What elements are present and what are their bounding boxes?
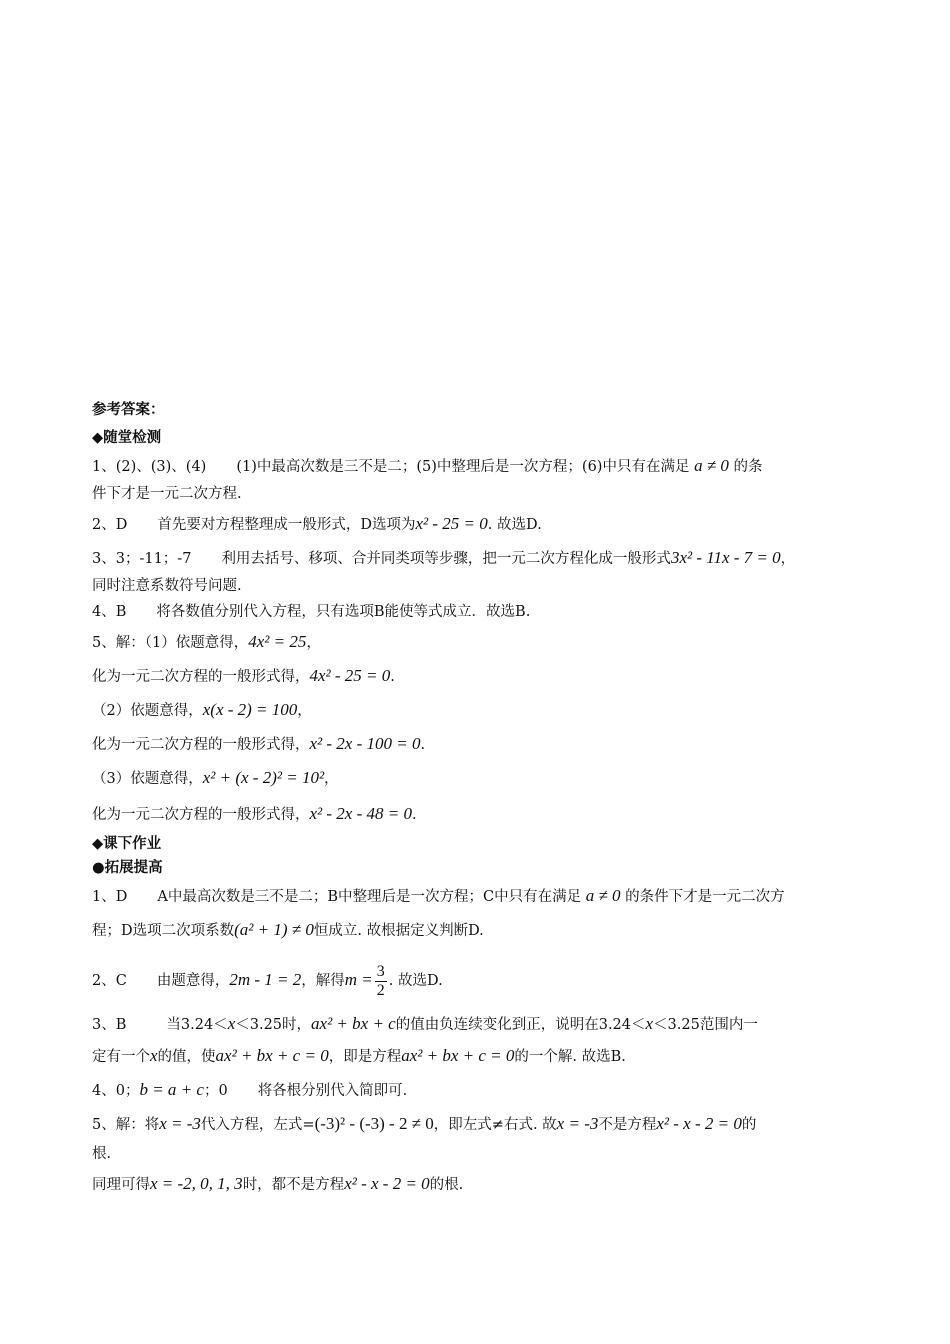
q5-l6-math: x² - 2x - 48 = 0: [309, 804, 412, 823]
q5-l1-text: 5、解：（1）依题意得，: [92, 635, 249, 651]
h3-num: 3、B: [92, 1017, 127, 1033]
q5-l4-text: 化为一元二次方程的一般形式得，: [92, 737, 310, 753]
h4-tail: 将各根分别代入简即可.: [257, 1083, 408, 1099]
q1-text: (1)中最高次数是三不是二；(5)中整理后是一次方程；(6)中只有在满足: [236, 459, 690, 475]
answer-header: 参考答案：: [92, 402, 165, 418]
q5-l5-math: x² + (x - 2)² = 10²: [202, 768, 325, 787]
h3-text3: 的值由负连续变化到正，说明在3.24＜: [395, 1017, 646, 1033]
h5-l3c: 的根.: [429, 1177, 464, 1193]
q5-line-2: [92, 666, 395, 687]
h3-text1: 当3.24＜: [166, 1017, 228, 1033]
q5-l1-tail: ，: [306, 635, 321, 651]
q5-l4-tail: .: [420, 737, 426, 753]
q3-cont: 同时注意系数符号问题.: [92, 578, 242, 594]
q5-l2-tail: .: [390, 669, 395, 685]
h5-m4: x² - x - 2 = 0: [656, 1114, 742, 1133]
q4-text: 将各数值分别代入方程，只有选项B能使等式成立．故选B.: [156, 604, 531, 620]
h3-x-2: x: [645, 1014, 654, 1033]
q4-line: [92, 602, 530, 622]
q3-line: [92, 548, 795, 569]
h2-line: [92, 960, 443, 1001]
q2-math: x² - 25 = 0: [415, 514, 488, 533]
h3-cont3: ，即是方程: [328, 1049, 402, 1065]
h4-math: b = a + c: [139, 1080, 204, 1099]
q5-line-4: [92, 734, 425, 755]
section-extension: ●拓展提高: [92, 860, 163, 876]
h3-math3: ax² + bx + c = 0: [401, 1046, 515, 1065]
h5-t4: 不是方程: [598, 1117, 657, 1133]
h4-text: ；0: [203, 1083, 228, 1099]
h2-fraction: [375, 963, 387, 1000]
q5-l4-math: x² - 2x - 100 = 0: [309, 734, 421, 753]
h5-t1: 5、解：将: [92, 1117, 160, 1133]
h2-var: m =: [344, 970, 373, 989]
h5-m1: x = -3: [159, 1114, 201, 1133]
h5-cont: 根.: [92, 1146, 112, 1162]
q5-l3-math: x(x - 2) = 100: [202, 700, 298, 719]
q1-num: 1、(2)、(3)、(4): [92, 459, 207, 475]
q5-line-1: [92, 632, 321, 653]
h3-text4: ＜3.25范围内一: [653, 1017, 758, 1033]
q2-tail: . 故选D.: [487, 517, 542, 533]
h3-line: [92, 1014, 758, 1035]
h1-num: 1、D: [92, 889, 128, 905]
h3-cont: [92, 1046, 626, 1067]
q3-num: 3、3；-11；-7: [92, 551, 192, 567]
h2-tail: . 故选D.: [388, 973, 443, 989]
h5-t2: 代入方程，左式=: [200, 1117, 315, 1133]
h2-text: 由题意得，: [156, 973, 230, 989]
h3-x: x: [227, 1014, 236, 1033]
q5-l5-text: （3）依题意得，: [92, 771, 203, 787]
h2-mid: ，解得: [301, 973, 345, 989]
section-classroom-check: ◆随堂检测: [92, 430, 162, 446]
q2-line: [92, 514, 542, 535]
q5-l6-tail: .: [411, 807, 417, 823]
h3-text2: ＜3.25时，: [235, 1017, 312, 1033]
h1-line: [92, 886, 785, 907]
h2-frac-num: 3: [376, 962, 385, 980]
h5-t5: 的: [741, 1117, 757, 1133]
q3-tail: ，: [780, 551, 796, 567]
h5-t3: ，即左式≠右式. 故: [433, 1117, 557, 1133]
h5-l3a: 同理可得: [92, 1177, 150, 1193]
h5-l3m2: x² - x - 2 = 0: [344, 1174, 430, 1193]
h5-line: [92, 1114, 756, 1135]
q1-line: [92, 456, 763, 477]
q2-text: 首先要对方程整理成一般形式，D选项为: [157, 517, 416, 533]
h1-text: A中最高次数是三不是二；B中整理后是一次方程；C中只有在满足: [157, 889, 582, 905]
q5-line-5: [92, 768, 339, 789]
h4-line: [92, 1080, 407, 1101]
h3-math2: ax² + bx + c = 0: [215, 1046, 329, 1065]
h5-m2: (-3)² - (-3) - 2 ≠ 0: [314, 1114, 434, 1133]
h5-line-3: [92, 1174, 463, 1195]
h4-num: 4、0；: [92, 1083, 140, 1099]
h1-tail: 的条件下才是一元二次方: [625, 889, 785, 905]
q1-cont: 件下才是一元二次方程.: [92, 486, 242, 502]
h3-cont2: 的值，使: [157, 1049, 216, 1065]
q3-text: 利用去括号、移项、合并同类项等步骤，把一元二次方程化成一般形式: [221, 551, 671, 567]
q5-l6-text: 化为一元二次方程的一般形式得，: [92, 807, 310, 823]
q5-l5-tail: ，: [324, 771, 339, 787]
q3-math: 3x² - 11x - 7 = 0: [670, 548, 781, 567]
h2-math: 2m - 1 = 2: [229, 970, 302, 989]
section-homework: ◆课下作业: [92, 836, 162, 852]
q1-math: a ≠ 0: [694, 456, 729, 475]
q5-l3-tail: ，: [297, 703, 312, 719]
h1-cont: [92, 920, 484, 941]
q5-l2-text: 化为一元二次方程的一般形式得，: [92, 669, 310, 685]
h3-x-3: x: [150, 1046, 158, 1065]
h5-l3m: x = -2, 0, 1, 3: [150, 1174, 243, 1193]
h1-math2: (a² + 1) ≠ 0: [234, 920, 314, 939]
q5-line-6: [92, 804, 417, 825]
h1-cont1: 程；D选项二次项系数: [92, 923, 235, 939]
h5-l3b: 时，都不是方程: [242, 1177, 345, 1193]
h3-cont4: 的一个解. 故选B.: [514, 1049, 626, 1065]
h1-cont2: 恒成立. 故根据定义判断D.: [313, 923, 484, 939]
h5-m3: x = -3: [556, 1114, 599, 1133]
h3-cont1: 定有一个: [92, 1049, 150, 1065]
h3-math: ax² + bx + c: [311, 1014, 396, 1033]
q5-line-3: [92, 700, 312, 721]
q1-tail: 的条: [733, 459, 763, 475]
q5-l1-math: 4x² = 25: [248, 632, 307, 651]
h2-frac-den: 2: [376, 981, 385, 999]
q4-num: 4、B: [92, 604, 127, 620]
q5-l3-text: （2）依题意得，: [92, 703, 203, 719]
h2-num: 2、C: [92, 973, 127, 989]
q5-l2-math: 4x² - 25 = 0: [309, 666, 391, 685]
h1-math: a ≠ 0: [585, 886, 621, 905]
q2-num: 2、D: [92, 517, 128, 533]
